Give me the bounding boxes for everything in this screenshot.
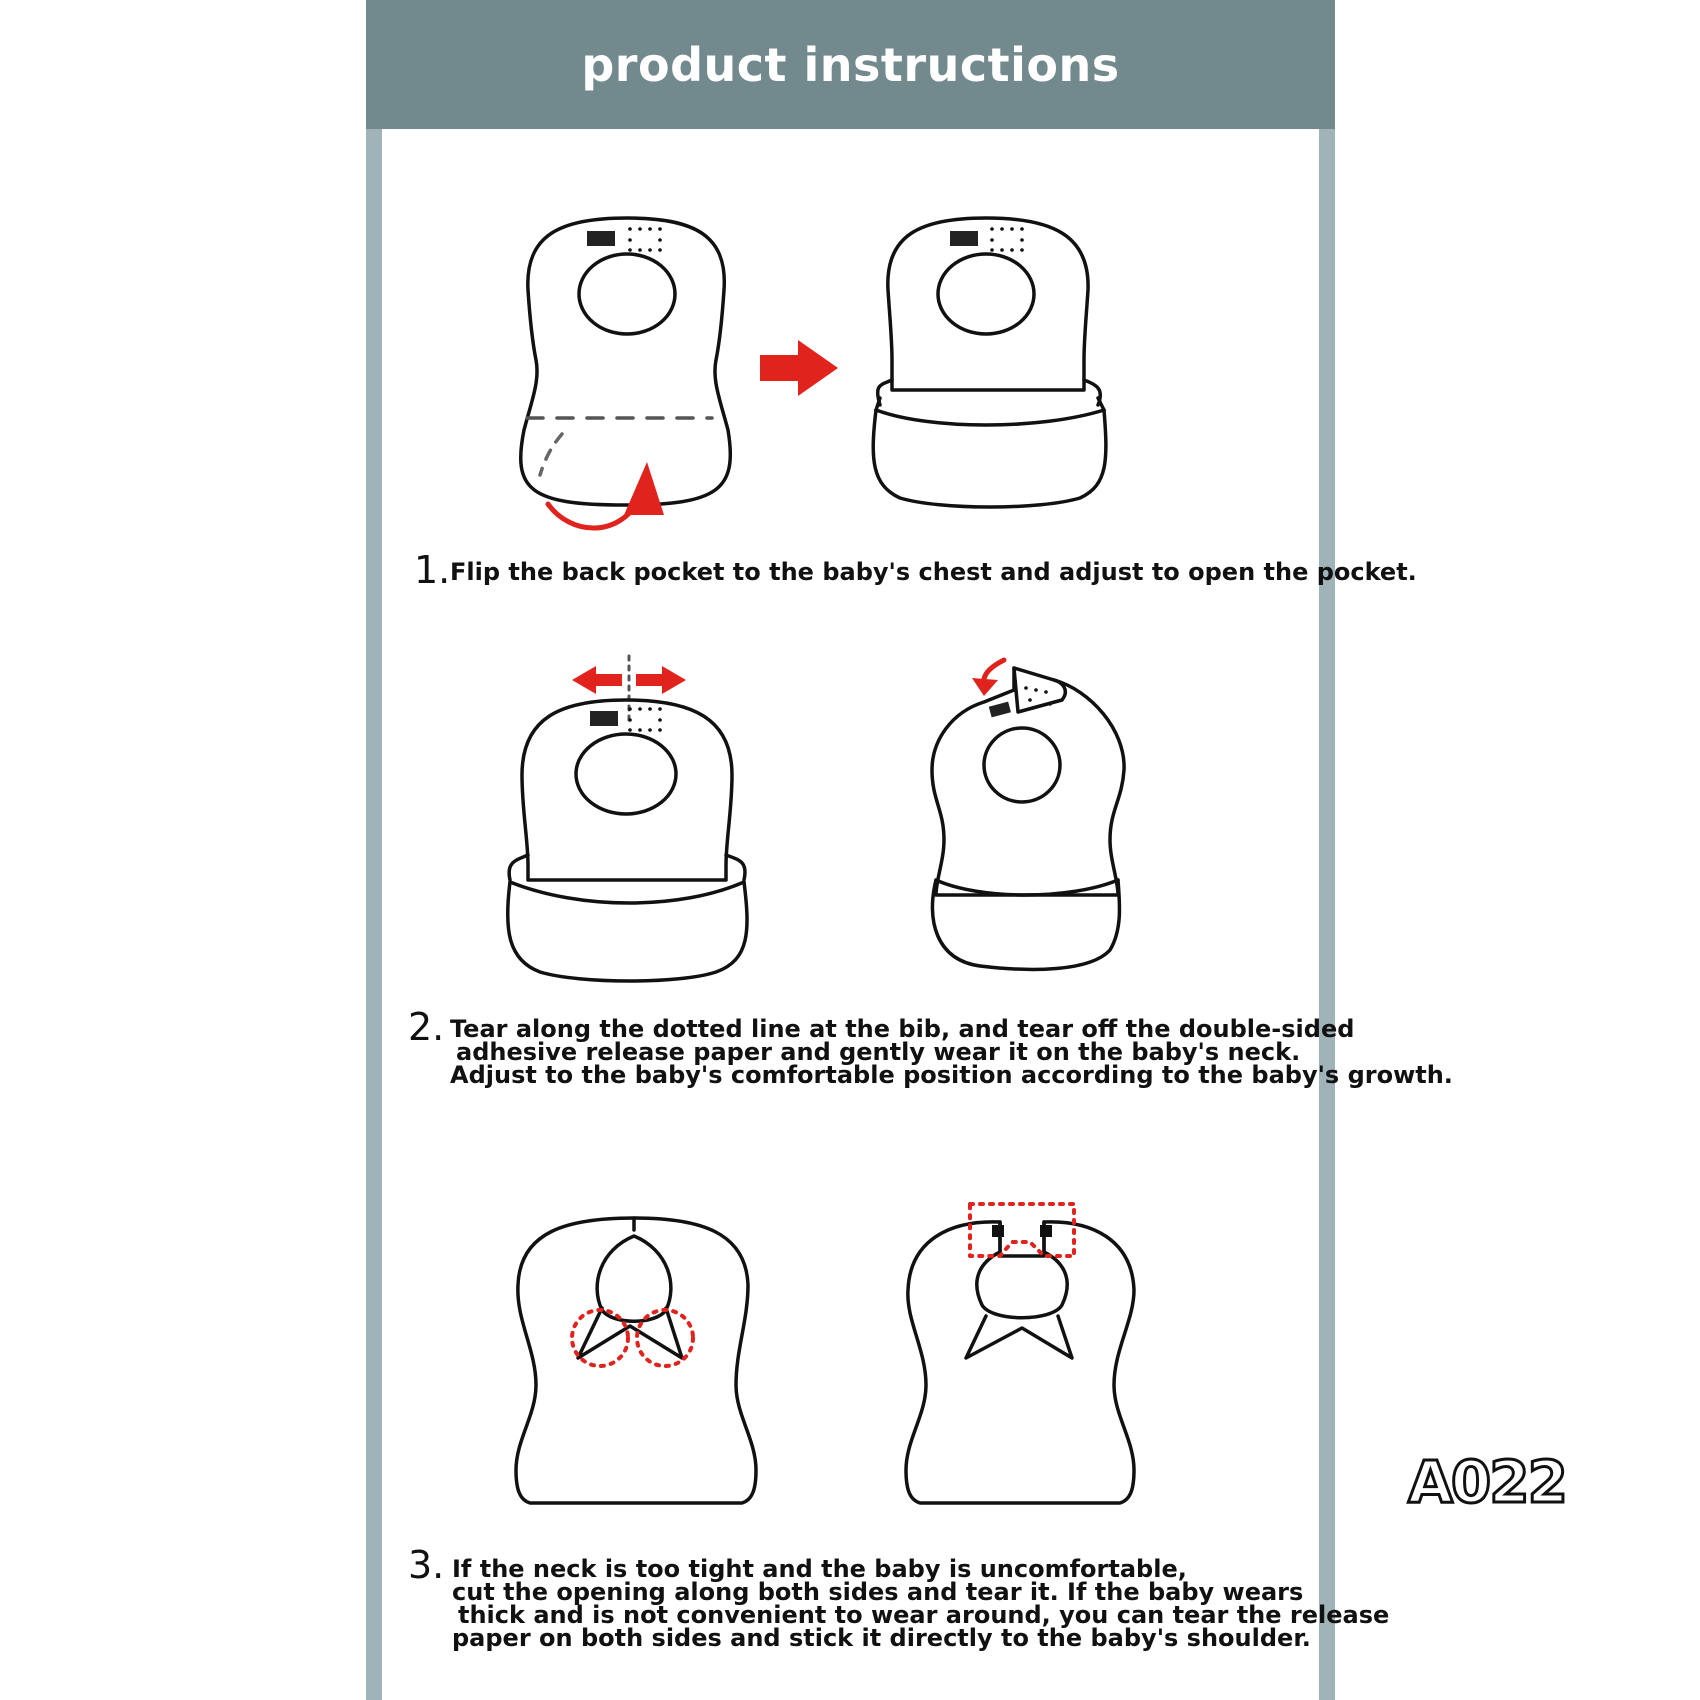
step-2-text	[450, 1015, 1453, 1089]
page-title: product instructions	[581, 37, 1120, 92]
bib-illustration-step1-flat	[521, 218, 731, 505]
step-2-number: 2.	[408, 1005, 445, 1049]
step-3-line-3: thick and is not convenient to wear around, you can tear the release	[458, 1601, 1390, 1629]
step-3-number: 3.	[408, 1543, 445, 1587]
bib-illustration-step3-shoulder	[906, 1204, 1134, 1503]
product-code-badge: A022	[1408, 1448, 1566, 1516]
bib-illustration-step3-cut	[516, 1218, 756, 1503]
bib-illustration-step2-tear	[508, 700, 747, 981]
step-3-line-1: If the neck is too tight and the baby is uncomfortable,	[452, 1555, 1187, 1583]
step-2-line-3: Adjust to the baby's comfortable position according to the baby's growth.	[450, 1061, 1453, 1089]
bib-illustration-step2-wear	[932, 668, 1124, 969]
step-1-text	[450, 558, 1417, 586]
step-3-line-4: paper on both sides and stick it directly to the baby's shoulder.	[452, 1624, 1311, 1652]
step-3-text	[452, 1555, 1390, 1652]
step-1-line-1: Flip the back pocket to the baby's chest and adjust to open the pocket.	[450, 558, 1417, 586]
bib-illustration-step1-pocket	[873, 218, 1106, 507]
step-2-line-2: adhesive release paper and gently wear it on the baby's neck.	[456, 1038, 1301, 1066]
dotted-rectangle-marker-icon	[970, 1204, 1074, 1256]
step-2-line-1: Tear along the dotted line at the bib, and tear off the double-sided	[450, 1015, 1355, 1043]
red-fold-arrow-icon	[972, 660, 1004, 696]
red-curved-arrow-icon	[548, 462, 664, 528]
step-3-line-2: cut the opening along both sides and tear it. If the baby wears	[452, 1578, 1304, 1606]
red-arrow-right-icon	[760, 340, 838, 396]
step-1-number: 1.	[414, 548, 451, 592]
